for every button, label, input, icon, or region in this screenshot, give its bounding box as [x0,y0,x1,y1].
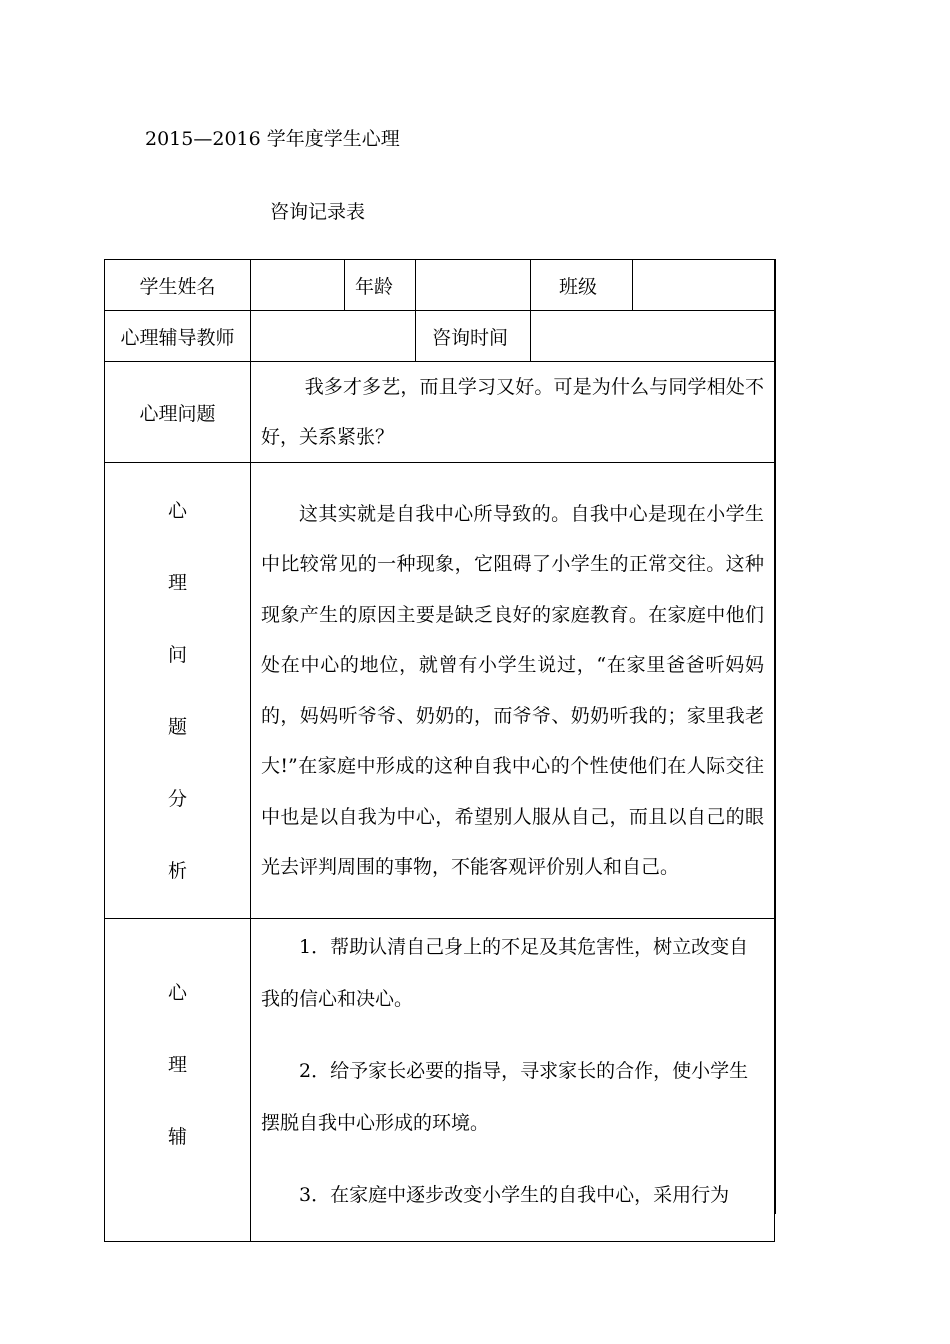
measure-item: 1．帮助认清自己身上的不足及其危害性，树立改变自我的信心和决心。 [261,936,749,1010]
document-title-line2: 咨询记录表 [270,201,366,223]
analysis-label-char: 析 [167,859,187,882]
teacher-label: 心理辅导教师 [105,311,251,362]
student-name-value[interactable] [251,260,345,311]
measures-label-char: 辅 [167,1126,187,1148]
age-value[interactable] [416,260,531,311]
consult-time-value[interactable] [531,311,775,362]
class-label: 班级 [531,260,633,311]
age-label: 年龄 [345,260,416,311]
measures-label [105,919,251,1242]
analysis-label-char: 理 [167,571,187,594]
analysis-text: 这其实就是自我中心所导致的。自我中心是现在小学生中比较常见的一种现象，它阻碍了小学生的正常交往。这种现象产生的原因主要是缺乏良好的家庭教育。在家庭中他们处在中心的地位，就曾有小学生说过，“在家里爸爸听妈妈的，妈妈听爷爷、奶奶的，而爷爷、奶奶听我的；家里我老大!”在家庭中形成的这种自我中心的个性使他们在人际交往中也是以自我为中心，希望别人服从自己，而且以自己的眼光去评判周围的事物，不能客观评价别人和自己。 [261,502,764,878]
table-right-border-double [775,259,776,1214]
analysis-label-char: 题 [167,715,187,738]
analysis-cell [251,463,775,919]
measures-label-stack [105,957,250,1173]
problem-text: 我多才多艺，而且学习又好。可是为什么与同学相处不好，关系紧张？ [261,376,764,448]
teacher-value[interactable] [251,311,416,362]
analysis-label [105,463,251,919]
problem-cell [251,362,775,463]
student-name-label: 学生姓名 [105,260,251,311]
document-title-line1: 2015—2016 学年度学生心理 [145,128,400,150]
class-value[interactable] [633,260,775,311]
measures-label-char: 心 [167,982,187,1004]
consult-time-label: 咨询时间 [416,311,531,362]
analysis-label-char: 心 [167,499,187,522]
analysis-label-char: 分 [167,787,187,810]
analysis-label-stack [105,475,250,907]
measures-label-char: 理 [167,1054,187,1076]
measure-item: 3．在家庭中逐步改变小学生的自我中心，采用行为 [299,1184,730,1206]
consultation-record-table [104,259,775,1242]
analysis-label-char: 问 [167,643,187,666]
measure-item: 2．给予家长必要的指导，寻求家长的合作，使小学生摆脱自我中心形成的环境。 [261,1060,749,1134]
measures-list [251,919,774,1221]
problem-label: 心理问题 [105,362,251,463]
measures-cell [251,919,775,1242]
